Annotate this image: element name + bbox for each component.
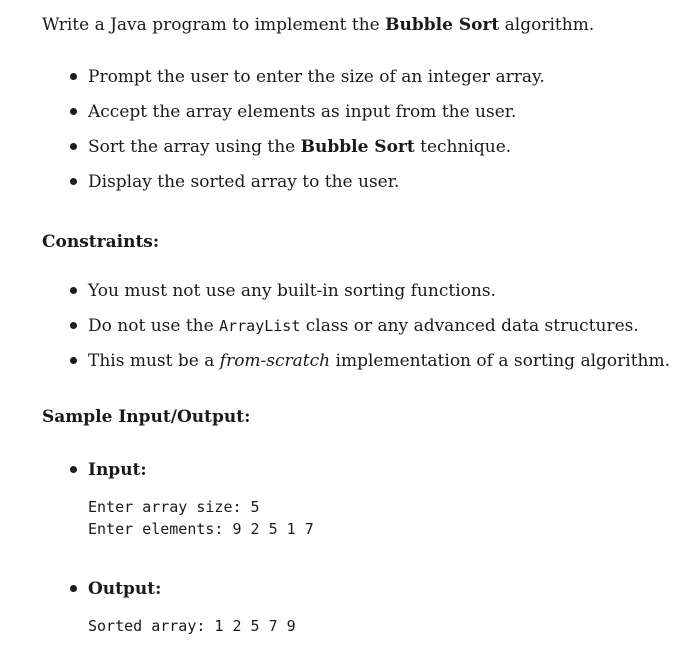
constraint-italic-term: from-scratch — [219, 351, 331, 371]
bullet-icon — [70, 287, 77, 294]
bullet-icon — [70, 73, 77, 80]
intro-sentence — [42, 12, 594, 38]
sample-input-block — [88, 496, 314, 540]
input-label: Input: — [70, 457, 147, 483]
constraints-list — [70, 278, 670, 383]
constraints-heading: Constraints: — [42, 232, 160, 252]
list-item — [70, 134, 545, 169]
bullet-icon — [70, 466, 77, 473]
bullet-icon — [70, 178, 77, 185]
sample-output-block — [88, 615, 296, 637]
step-text: Prompt the user to enter the size of an integer array. — [88, 67, 545, 87]
constraint-prefix: Do not use the — [88, 316, 220, 336]
steps-list — [70, 64, 545, 204]
sample-heading: Sample Input/Output: — [42, 407, 251, 427]
code-line: Sorted array: 1 2 5 7 9 — [88, 617, 296, 635]
list-item — [70, 313, 670, 348]
constraint-code-term: ArrayList — [219, 317, 301, 335]
constraint-prefix: This must be a — [88, 351, 220, 371]
step-text: Accept the array elements as input from the user. — [88, 102, 517, 122]
bullet-icon — [70, 322, 77, 329]
step-prefix: Sort the array using the — [88, 137, 301, 157]
constraint-suffix: class or any advanced data structures. — [300, 316, 639, 336]
constraint-suffix: implementation of a sorting algorithm. — [330, 351, 671, 371]
intro-suffix: algorithm. — [499, 15, 595, 35]
bullet-icon — [70, 143, 77, 150]
list-item — [70, 99, 545, 134]
step-text: Display the sorted array to the user. — [88, 172, 400, 192]
list-item — [70, 278, 670, 313]
constraint-text: You must not use any built-in sorting functions. — [88, 281, 496, 301]
bullet-icon — [70, 357, 77, 364]
step-bold-term: Bubble Sort — [300, 137, 415, 157]
list-item — [70, 64, 545, 99]
output-label: Output: — [70, 576, 161, 602]
step-suffix: technique. — [414, 137, 512, 157]
code-line: Enter array size: 5 — [88, 498, 260, 516]
intro-prefix: Write a Java program to implement the — [42, 15, 386, 35]
list-item — [70, 348, 670, 383]
bullet-icon — [70, 585, 77, 592]
intro-bold-term: Bubble Sort — [385, 15, 500, 35]
bullet-icon — [70, 108, 77, 115]
list-item — [70, 169, 545, 204]
code-line: Enter elements: 9 2 5 1 7 — [88, 520, 314, 538]
